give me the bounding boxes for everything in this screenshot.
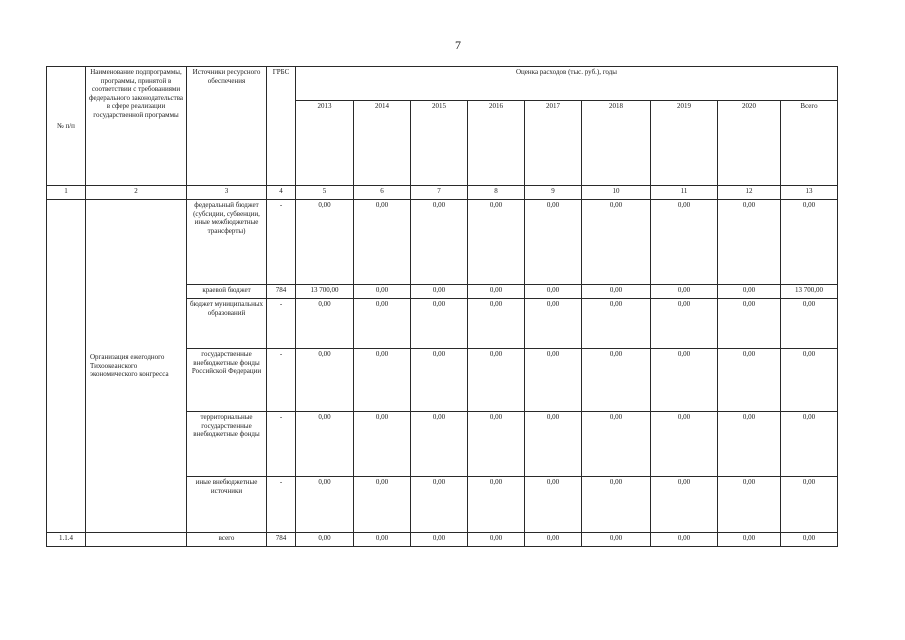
value-cell: 0,00: [468, 412, 525, 477]
total-cell: 0,00: [781, 349, 838, 412]
value-cell: 0,00: [411, 533, 468, 547]
value-cell: 0,00: [525, 533, 582, 547]
program-name-cell: Организация ежегодного Тихоокеанского экономического конгресса: [86, 200, 187, 533]
header-funding-source: Источники ресурсного обеспечения: [187, 67, 267, 186]
header-year: 2013: [296, 101, 354, 186]
header-num: № п/п: [47, 67, 86, 186]
value-cell: 0,00: [582, 285, 651, 299]
value-cell: 0,00: [296, 299, 354, 349]
header-program-name: Наименование подпрограммы, программы, принятой в соответствии с требованиями федерального законодательства в сфере реализации государственной программы: [86, 67, 187, 186]
value-cell: 0,00: [354, 349, 411, 412]
value-cell: 0,00: [468, 200, 525, 285]
column-number: 10: [582, 186, 651, 200]
source-cell: краевой бюджет: [187, 285, 267, 299]
header-expense-estimate: Оценка расходов (тыс. руб.), годы: [296, 67, 838, 101]
source-cell: всего: [187, 533, 267, 547]
value-cell: 0,00: [718, 349, 781, 412]
value-cell: 0,00: [582, 412, 651, 477]
total-cell: 0,00: [781, 200, 838, 285]
column-number: 2: [86, 186, 187, 200]
header-total: Всего: [781, 101, 838, 186]
source-cell: бюджет муниципальных образований: [187, 299, 267, 349]
value-cell: 0,00: [582, 533, 651, 547]
value-cell: 0,00: [354, 477, 411, 533]
header-year: 2016: [468, 101, 525, 186]
value-cell: 0,00: [296, 477, 354, 533]
grbs-cell: -: [267, 299, 296, 349]
value-cell: 0,00: [411, 285, 468, 299]
value-cell: 0,00: [354, 412, 411, 477]
column-number: 6: [354, 186, 411, 200]
value-cell: 0,00: [468, 285, 525, 299]
value-cell: 0,00: [411, 200, 468, 285]
value-cell: 0,00: [718, 533, 781, 547]
column-number: 3: [187, 186, 267, 200]
column-number: 8: [468, 186, 525, 200]
value-cell: 0,00: [651, 349, 718, 412]
table-row: [47, 200, 838, 285]
program-name-cell: [86, 533, 187, 547]
grbs-cell: -: [267, 200, 296, 285]
value-cell: 0,00: [411, 349, 468, 412]
value-cell: 0,00: [651, 299, 718, 349]
total-cell: 0,00: [781, 299, 838, 349]
value-cell: 0,00: [468, 349, 525, 412]
header-year: 2018: [582, 101, 651, 186]
value-cell: 0,00: [582, 349, 651, 412]
grbs-cell: -: [267, 349, 296, 412]
table-row-total: [47, 533, 838, 547]
grbs-cell: 784: [267, 533, 296, 547]
budget-table: [46, 66, 838, 547]
table-header-row: [47, 67, 838, 101]
source-cell: территориальные государственные внебюджетные фонды: [187, 412, 267, 477]
value-cell: 0,00: [718, 299, 781, 349]
column-number: 1: [47, 186, 86, 200]
header-year: 2020: [718, 101, 781, 186]
value-cell: 0,00: [296, 200, 354, 285]
column-number: 9: [525, 186, 582, 200]
value-cell: 0,00: [468, 299, 525, 349]
total-cell: 0,00: [781, 533, 838, 547]
value-cell: 0,00: [651, 412, 718, 477]
value-cell: 0,00: [582, 299, 651, 349]
total-cell: 13 700,00: [781, 285, 838, 299]
value-cell: 0,00: [582, 477, 651, 533]
total-cell: 0,00: [781, 412, 838, 477]
column-number: 4: [267, 186, 296, 200]
value-cell: 0,00: [411, 412, 468, 477]
value-cell: 0,00: [651, 477, 718, 533]
column-number: 12: [718, 186, 781, 200]
grbs-cell: -: [267, 412, 296, 477]
value-cell: 0,00: [651, 200, 718, 285]
value-cell: 0,00: [525, 412, 582, 477]
column-number: 7: [411, 186, 468, 200]
header-year: 2015: [411, 101, 468, 186]
value-cell: 0,00: [651, 285, 718, 299]
source-cell: федеральный бюджет (субсидии, субвенции, иные межбюджетные трансферты): [187, 200, 267, 285]
source-cell: иные внебюджетные источники: [187, 477, 267, 533]
grbs-cell: -: [267, 477, 296, 533]
value-cell: 0,00: [582, 200, 651, 285]
value-cell: 0,00: [525, 349, 582, 412]
value-cell: 0,00: [411, 299, 468, 349]
column-number: 11: [651, 186, 718, 200]
value-cell: 0,00: [525, 285, 582, 299]
column-number: 5: [296, 186, 354, 200]
value-cell: 13 700,00: [296, 285, 354, 299]
value-cell: 0,00: [468, 533, 525, 547]
column-numbers-row: [47, 186, 838, 200]
header-year: 2014: [354, 101, 411, 186]
value-cell: 0,00: [718, 412, 781, 477]
value-cell: 0,00: [468, 477, 525, 533]
grbs-cell: 784: [267, 285, 296, 299]
value-cell: 0,00: [354, 285, 411, 299]
value-cell: 0,00: [651, 533, 718, 547]
column-number: 13: [781, 186, 838, 200]
value-cell: 0,00: [296, 349, 354, 412]
value-cell: 0,00: [354, 200, 411, 285]
value-cell: 0,00: [525, 477, 582, 533]
value-cell: 0,00: [525, 299, 582, 349]
header-year: 2019: [651, 101, 718, 186]
value-cell: 0,00: [296, 533, 354, 547]
page-number: 7: [455, 38, 461, 52]
value-cell: 0,00: [718, 477, 781, 533]
source-cell: государственные внебюджетные фонды Российской Федерации: [187, 349, 267, 412]
value-cell: 0,00: [718, 200, 781, 285]
row-number-cell: [47, 200, 86, 533]
header-grbs: ГРБС: [267, 67, 296, 186]
value-cell: 0,00: [354, 533, 411, 547]
value-cell: 0,00: [354, 299, 411, 349]
row-number-cell: 1.1.4: [47, 533, 86, 547]
value-cell: 0,00: [411, 477, 468, 533]
total-cell: 0,00: [781, 477, 838, 533]
value-cell: 0,00: [525, 200, 582, 285]
value-cell: 0,00: [296, 412, 354, 477]
header-year: 2017: [525, 101, 582, 186]
value-cell: 0,00: [718, 285, 781, 299]
